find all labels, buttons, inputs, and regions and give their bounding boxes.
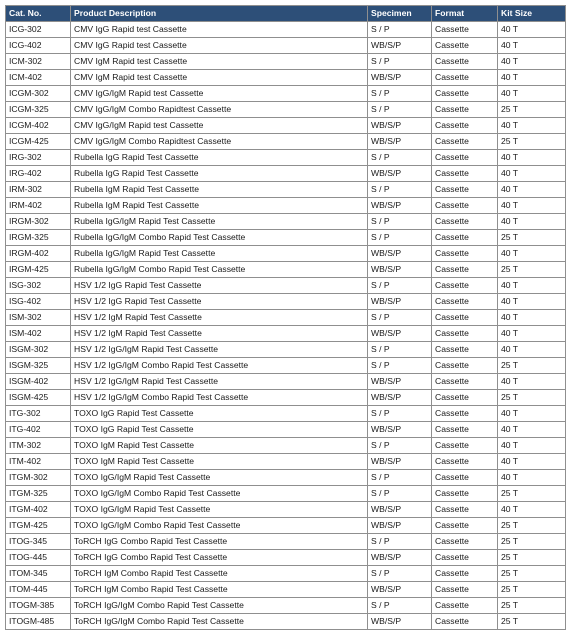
cell-specimen: S / P — [368, 486, 432, 502]
header-format: Format — [432, 6, 498, 22]
cell-product-description: TOXO IgM Rapid Test Cassette — [71, 438, 368, 454]
cell-specimen: WB/S/P — [368, 582, 432, 598]
table-row — [6, 198, 566, 214]
table-row — [6, 230, 566, 246]
cell-specimen: S / P — [368, 342, 432, 358]
cell-specimen: WB/S/P — [368, 518, 432, 534]
cell-specimen: WB/S/P — [368, 294, 432, 310]
cell-kit-size: 40 T — [498, 246, 566, 262]
cell-product-description: CMV IgG/IgM Rapid test Cassette — [71, 118, 368, 134]
header-product-description: Product Description — [71, 6, 368, 22]
cell-format: Cassette — [432, 150, 498, 166]
cell-cat-no: ISGM-402 — [6, 374, 71, 390]
cell-kit-size: 40 T — [498, 470, 566, 486]
cell-kit-size: 25 T — [498, 566, 566, 582]
cell-specimen: WB/S/P — [368, 502, 432, 518]
cell-format: Cassette — [432, 54, 498, 70]
cell-format: Cassette — [432, 38, 498, 54]
cell-specimen: WB/S/P — [368, 422, 432, 438]
cell-specimen: S / P — [368, 214, 432, 230]
cell-format: Cassette — [432, 182, 498, 198]
cell-cat-no: ITGM-402 — [6, 502, 71, 518]
cell-kit-size: 40 T — [498, 70, 566, 86]
cell-kit-size: 40 T — [498, 310, 566, 326]
cell-specimen: WB/S/P — [368, 166, 432, 182]
table-row — [6, 294, 566, 310]
cell-product-description: Rubella IgG/IgM Combo Rapid Test Cassette — [71, 230, 368, 246]
cell-product-description: ToRCH IgM Combo Rapid Test Cassette — [71, 582, 368, 598]
cell-kit-size: 25 T — [498, 614, 566, 630]
cell-product-description: CMV IgG/IgM Combo Rapidtest Cassette — [71, 102, 368, 118]
cell-cat-no: ISM-402 — [6, 326, 71, 342]
table-row — [6, 214, 566, 230]
table-row — [6, 86, 566, 102]
cell-format: Cassette — [432, 198, 498, 214]
cell-format: Cassette — [432, 454, 498, 470]
cell-specimen: WB/S/P — [368, 390, 432, 406]
cell-specimen: WB/S/P — [368, 374, 432, 390]
cell-specimen: S / P — [368, 406, 432, 422]
table-row — [6, 470, 566, 486]
cell-product-description: Rubella IgM Rapid Test Cassette — [71, 198, 368, 214]
cell-product-description: TOXO IgG/IgM Combo Rapid Test Cassette — [71, 518, 368, 534]
cell-format: Cassette — [432, 566, 498, 582]
cell-product-description: CMV IgG Rapid test Cassette — [71, 38, 368, 54]
cell-specimen: S / P — [368, 102, 432, 118]
cell-specimen: WB/S/P — [368, 326, 432, 342]
cell-product-description: HSV 1/2 IgG Rapid Test Cassette — [71, 294, 368, 310]
cell-specimen: S / P — [368, 150, 432, 166]
cell-format: Cassette — [432, 518, 498, 534]
cell-format: Cassette — [432, 246, 498, 262]
cell-format: Cassette — [432, 502, 498, 518]
cell-product-description: HSV 1/2 IgG/IgM Combo Rapid Test Cassette — [71, 390, 368, 406]
cell-kit-size: 40 T — [498, 438, 566, 454]
cell-specimen: S / P — [368, 358, 432, 374]
cell-format: Cassette — [432, 390, 498, 406]
table-row — [6, 262, 566, 278]
cell-specimen: S / P — [368, 310, 432, 326]
cell-cat-no: ITGM-425 — [6, 518, 71, 534]
cell-kit-size: 25 T — [498, 230, 566, 246]
cell-kit-size: 25 T — [498, 134, 566, 150]
cell-kit-size: 40 T — [498, 502, 566, 518]
cell-cat-no: IRM-302 — [6, 182, 71, 198]
cell-format: Cassette — [432, 214, 498, 230]
cell-format: Cassette — [432, 326, 498, 342]
cell-product-description: TOXO IgG Rapid Test Cassette — [71, 422, 368, 438]
cell-specimen: WB/S/P — [368, 454, 432, 470]
cell-cat-no: ICGM-425 — [6, 134, 71, 150]
cell-cat-no: ICG-402 — [6, 38, 71, 54]
cell-specimen: S / P — [368, 86, 432, 102]
cell-kit-size: 40 T — [498, 38, 566, 54]
cell-format: Cassette — [432, 614, 498, 630]
cell-specimen: S / P — [368, 278, 432, 294]
table-row — [6, 614, 566, 630]
cell-product-description: HSV 1/2 IgG/IgM Rapid Test Cassette — [71, 342, 368, 358]
table-row — [6, 118, 566, 134]
cell-specimen: S / P — [368, 230, 432, 246]
table-row — [6, 134, 566, 150]
cell-format: Cassette — [432, 550, 498, 566]
cell-cat-no: ITM-402 — [6, 454, 71, 470]
cell-kit-size: 25 T — [498, 550, 566, 566]
cell-kit-size: 40 T — [498, 182, 566, 198]
cell-cat-no: IRM-402 — [6, 198, 71, 214]
cell-format: Cassette — [432, 230, 498, 246]
table-row — [6, 326, 566, 342]
cell-format: Cassette — [432, 310, 498, 326]
cell-format: Cassette — [432, 22, 498, 38]
cell-format: Cassette — [432, 70, 498, 86]
cell-product-description: CMV IgG/IgM Combo Rapidtest Cassette — [71, 134, 368, 150]
cell-cat-no: ITGM-325 — [6, 486, 71, 502]
cell-cat-no: ISG-402 — [6, 294, 71, 310]
cell-kit-size: 40 T — [498, 454, 566, 470]
table-body — [6, 22, 566, 630]
cell-format: Cassette — [432, 342, 498, 358]
cell-cat-no: ISGM-325 — [6, 358, 71, 374]
cell-cat-no: ITM-302 — [6, 438, 71, 454]
cell-specimen: S / P — [368, 54, 432, 70]
cell-kit-size: 25 T — [498, 358, 566, 374]
cell-kit-size: 40 T — [498, 278, 566, 294]
cell-kit-size: 40 T — [498, 86, 566, 102]
cell-kit-size: 40 T — [498, 374, 566, 390]
cell-kit-size: 25 T — [498, 582, 566, 598]
cell-specimen: WB/S/P — [368, 134, 432, 150]
cell-kit-size: 40 T — [498, 198, 566, 214]
cell-specimen: S / P — [368, 598, 432, 614]
cell-cat-no: ITOGM-385 — [6, 598, 71, 614]
cell-product-description: TOXO IgG/IgM Rapid Test Cassette — [71, 502, 368, 518]
cell-format: Cassette — [432, 86, 498, 102]
cell-cat-no: ITOM-445 — [6, 582, 71, 598]
cell-kit-size: 25 T — [498, 598, 566, 614]
cell-cat-no: ITOM-345 — [6, 566, 71, 582]
table-row — [6, 406, 566, 422]
cell-specimen: WB/S/P — [368, 550, 432, 566]
cell-product-description: ToRCH IgG/IgM Combo Rapid Test Cassette — [71, 614, 368, 630]
cell-cat-no: ISGM-302 — [6, 342, 71, 358]
cell-cat-no: ITGM-302 — [6, 470, 71, 486]
table-row — [6, 486, 566, 502]
table-row — [6, 422, 566, 438]
cell-cat-no: ICG-302 — [6, 22, 71, 38]
cell-cat-no: ISM-302 — [6, 310, 71, 326]
cell-format: Cassette — [432, 582, 498, 598]
cell-product-description: HSV 1/2 IgG/IgM Rapid Test Cassette — [71, 374, 368, 390]
product-table-container — [5, 5, 566, 630]
cell-cat-no: ITOGM-485 — [6, 614, 71, 630]
table-row — [6, 502, 566, 518]
cell-kit-size: 40 T — [498, 342, 566, 358]
cell-product-description: TOXO IgG/IgM Rapid Test Cassette — [71, 470, 368, 486]
cell-cat-no: IRG-402 — [6, 166, 71, 182]
cell-kit-size: 40 T — [498, 294, 566, 310]
cell-product-description: ToRCH IgG Combo Rapid Test Cassette — [71, 534, 368, 550]
table-row — [6, 54, 566, 70]
cell-format: Cassette — [432, 534, 498, 550]
cell-format: Cassette — [432, 118, 498, 134]
table-row — [6, 438, 566, 454]
cell-product-description: HSV 1/2 IgM Rapid Test Cassette — [71, 326, 368, 342]
cell-product-description: ToRCH IgM Combo Rapid Test Cassette — [71, 566, 368, 582]
cell-product-description: ToRCH IgG/IgM Combo Rapid Test Cassette — [71, 598, 368, 614]
cell-format: Cassette — [432, 134, 498, 150]
cell-specimen: S / P — [368, 566, 432, 582]
cell-specimen: S / P — [368, 22, 432, 38]
cell-format: Cassette — [432, 422, 498, 438]
cell-cat-no: IRGM-402 — [6, 246, 71, 262]
table-row — [6, 598, 566, 614]
cell-specimen: S / P — [368, 438, 432, 454]
cell-product-description: TOXO IgG Rapid Test Cassette — [71, 406, 368, 422]
cell-product-description: HSV 1/2 IgM Rapid Test Cassette — [71, 310, 368, 326]
cell-kit-size: 40 T — [498, 214, 566, 230]
cell-specimen: WB/S/P — [368, 614, 432, 630]
cell-cat-no: ITG-402 — [6, 422, 71, 438]
cell-kit-size: 40 T — [498, 150, 566, 166]
cell-kit-size: 25 T — [498, 390, 566, 406]
table-row — [6, 374, 566, 390]
cell-specimen: S / P — [368, 534, 432, 550]
cell-kit-size: 25 T — [498, 518, 566, 534]
cell-specimen: WB/S/P — [368, 198, 432, 214]
table-row — [6, 310, 566, 326]
cell-product-description: Rubella IgG Rapid Test Cassette — [71, 166, 368, 182]
cell-product-description: TOXO IgM Rapid Test Cassette — [71, 454, 368, 470]
cell-format: Cassette — [432, 486, 498, 502]
table-row — [6, 566, 566, 582]
table-row — [6, 22, 566, 38]
cell-product-description: CMV IgG/IgM Rapid test Cassette — [71, 86, 368, 102]
cell-product-description: Rubella IgG/IgM Rapid Test Cassette — [71, 246, 368, 262]
table-row — [6, 358, 566, 374]
cell-product-description: HSV 1/2 IgG Rapid Test Cassette — [71, 278, 368, 294]
cell-cat-no: ITG-302 — [6, 406, 71, 422]
cell-kit-size: 40 T — [498, 326, 566, 342]
cell-kit-size: 25 T — [498, 534, 566, 550]
cell-format: Cassette — [432, 278, 498, 294]
table-row — [6, 550, 566, 566]
table-row — [6, 518, 566, 534]
table-row — [6, 246, 566, 262]
header-kit-size: Kit Size — [498, 6, 566, 22]
cell-cat-no: ISG-302 — [6, 278, 71, 294]
cell-format: Cassette — [432, 262, 498, 278]
cell-format: Cassette — [432, 166, 498, 182]
cell-format: Cassette — [432, 598, 498, 614]
cell-kit-size: 25 T — [498, 486, 566, 502]
cell-format: Cassette — [432, 374, 498, 390]
header-specimen: Specimen — [368, 6, 432, 22]
table-row — [6, 38, 566, 54]
product-table — [5, 5, 566, 630]
cell-format: Cassette — [432, 294, 498, 310]
cell-product-description: Rubella IgG/IgM Combo Rapid Test Cassette — [71, 262, 368, 278]
cell-cat-no: ICGM-325 — [6, 102, 71, 118]
header-cat-no: Cat. No. — [6, 6, 71, 22]
cell-specimen: WB/S/P — [368, 70, 432, 86]
cell-kit-size: 40 T — [498, 166, 566, 182]
cell-specimen: WB/S/P — [368, 38, 432, 54]
cell-product-description: Rubella IgG Rapid Test Cassette — [71, 150, 368, 166]
cell-cat-no: IRGM-425 — [6, 262, 71, 278]
cell-cat-no: ITOG-445 — [6, 550, 71, 566]
cell-product-description: Rubella IgG/IgM Rapid Test Cassette — [71, 214, 368, 230]
table-header-row — [6, 6, 566, 22]
cell-kit-size: 25 T — [498, 102, 566, 118]
cell-specimen: WB/S/P — [368, 246, 432, 262]
cell-format: Cassette — [432, 438, 498, 454]
table-row — [6, 342, 566, 358]
cell-format: Cassette — [432, 102, 498, 118]
cell-specimen: S / P — [368, 470, 432, 486]
cell-format: Cassette — [432, 470, 498, 486]
table-row — [6, 454, 566, 470]
table-row — [6, 166, 566, 182]
cell-specimen: WB/S/P — [368, 118, 432, 134]
cell-specimen: S / P — [368, 182, 432, 198]
table-row — [6, 150, 566, 166]
cell-cat-no: ICGM-402 — [6, 118, 71, 134]
cell-cat-no: ICGM-302 — [6, 86, 71, 102]
cell-cat-no: ICM-302 — [6, 54, 71, 70]
cell-product-description: Rubella IgM Rapid Test Cassette — [71, 182, 368, 198]
table-row — [6, 534, 566, 550]
cell-product-description: CMV IgG Rapid test Cassette — [71, 22, 368, 38]
cell-product-description: ToRCH IgG Combo Rapid Test Cassette — [71, 550, 368, 566]
table-row — [6, 278, 566, 294]
cell-cat-no: ISGM-425 — [6, 390, 71, 406]
cell-format: Cassette — [432, 406, 498, 422]
table-row — [6, 102, 566, 118]
cell-product-description: HSV 1/2 IgG/IgM Combo Rapid Test Cassette — [71, 358, 368, 374]
cell-kit-size: 40 T — [498, 54, 566, 70]
cell-cat-no: ITOG-345 — [6, 534, 71, 550]
cell-cat-no: IRGM-302 — [6, 214, 71, 230]
cell-cat-no: IRGM-325 — [6, 230, 71, 246]
table-row — [6, 70, 566, 86]
cell-kit-size: 40 T — [498, 406, 566, 422]
cell-specimen: WB/S/P — [368, 262, 432, 278]
table-row — [6, 582, 566, 598]
cell-kit-size: 25 T — [498, 262, 566, 278]
table-row — [6, 390, 566, 406]
table-row — [6, 182, 566, 198]
cell-kit-size: 40 T — [498, 118, 566, 134]
cell-product-description: CMV IgM Rapid test Cassette — [71, 70, 368, 86]
cell-product-description: CMV IgM Rapid test Cassette — [71, 54, 368, 70]
cell-format: Cassette — [432, 358, 498, 374]
cell-cat-no: ICM-402 — [6, 70, 71, 86]
cell-product-description: TOXO IgG/IgM Combo Rapid Test Cassette — [71, 486, 368, 502]
cell-kit-size: 40 T — [498, 422, 566, 438]
cell-kit-size: 40 T — [498, 22, 566, 38]
cell-cat-no: IRG-302 — [6, 150, 71, 166]
